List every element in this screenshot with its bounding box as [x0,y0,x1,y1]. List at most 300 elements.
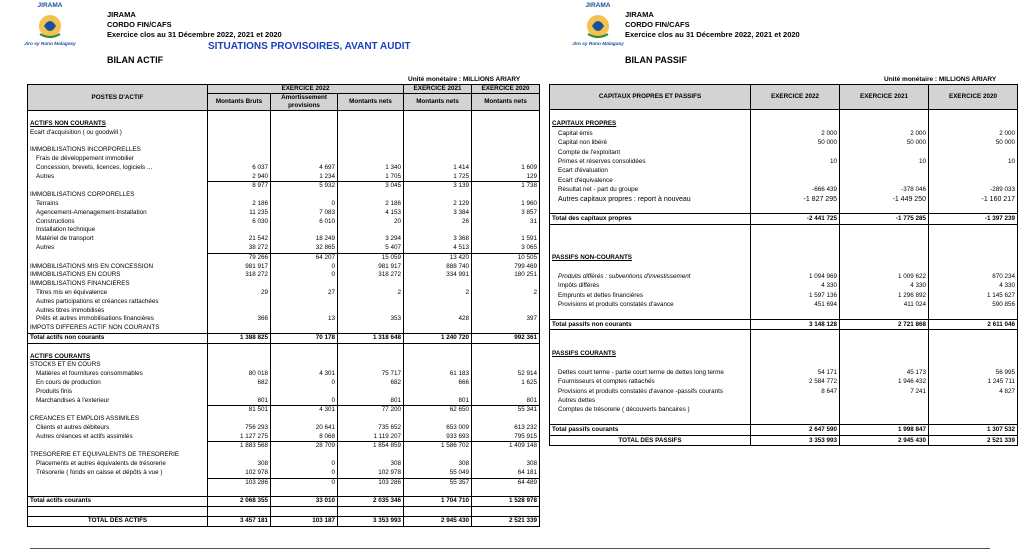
row-value: 411 024 [840,300,929,309]
row-value: 4 513 [404,244,472,253]
row-value: 1 960 [472,200,540,209]
row-value [271,111,338,120]
table-row [28,235,540,244]
table-row [28,209,540,218]
row-value: -378 046 [840,185,929,194]
period: Exercice clos au 31 Décembre 2022, 2021 et 2020 [107,30,282,39]
row-value [472,146,540,155]
row-value: 3 148 128 [751,319,840,329]
row-value: 992 361 [472,333,540,343]
table-row [550,300,1018,309]
row-value: 80 018 [208,370,271,379]
row-label: ACTIFS COURANTS [28,353,208,362]
row-value: 180 251 [472,271,540,280]
row-value [751,253,840,262]
row-label: Provisions et produits constatés d'avance -passifs courants [550,387,751,396]
row-value: 981 917 [208,263,271,272]
row-value [472,111,540,120]
table-row [550,234,1018,243]
row-value: 55 341 [472,406,540,415]
row-value [929,253,1018,262]
row-label [28,478,208,487]
table-row [28,263,540,272]
table-row [550,319,1018,329]
row-value: 79 266 [208,253,271,262]
row-label: Total passifs courants [550,425,751,435]
row-label: Fournisseurs et comptes rattachés [550,377,751,386]
row-value: 2 584 772 [751,377,840,386]
table-row [28,155,540,164]
row-value: 318 272 [208,271,271,280]
table-row [28,343,540,352]
row-label: Autres dettes [550,396,751,405]
row-value [271,120,338,129]
table-row [28,333,540,343]
table-row [550,415,1018,425]
row-value: 870 234 [929,272,1018,281]
table-row [28,388,540,397]
row-value [472,415,540,424]
row-value [208,280,271,289]
row-value [338,137,404,146]
row-value: 31 [472,218,540,227]
row-label: Titres mis en équivalence [28,289,208,298]
row-label [550,415,751,425]
row-value: 308 [338,460,404,469]
table-row [28,507,540,517]
row-value: 1 414 [404,164,472,173]
row-value [338,307,404,316]
row-value: 102 978 [208,469,271,478]
col-header-passif-posts: CAPITAUX PROPRES ET PASSIFS [550,85,751,110]
row-value: 3 353 993 [338,516,404,526]
row-value [208,343,271,352]
row-value: 3 857 [472,209,540,218]
row-value: 2 186 [338,200,404,209]
row-label [28,343,208,352]
row-value: 10 [929,157,1018,166]
row-value [338,129,404,138]
table-row [550,291,1018,300]
company-name: JIRAMA [107,10,136,19]
row-value [338,343,404,352]
row-value [929,166,1018,175]
row-value: 13 [271,315,338,324]
row-value [404,129,472,138]
row-label: Total actifs courants [28,497,208,507]
row-value: -1 449 250 [840,195,929,204]
row-label: Constructions [28,218,208,227]
table-row [28,253,540,262]
logo-brand: JIRAMA [585,2,611,9]
row-value [840,415,929,425]
row-value [472,137,540,146]
row-value [751,309,840,319]
row-value: 933 693 [404,433,472,442]
row-value: 2 521 339 [929,435,1018,445]
row-label [28,111,208,120]
row-value: 2 [338,289,404,298]
row-value: 0 [271,200,338,209]
row-value [404,388,472,397]
row-value [338,353,404,362]
row-value: 50 000 [929,138,1018,147]
row-label: Capital non libéré [550,138,751,147]
table-row [28,460,540,469]
table-row [28,280,540,289]
row-value [929,204,1018,214]
row-value: 1 409 148 [472,442,540,451]
row-value [271,343,338,352]
row-value [271,137,338,146]
row-label: Ecart d'équivalence [550,176,751,185]
table-row [550,368,1018,377]
row-value [751,110,840,120]
row-value: 64 207 [271,253,338,262]
table-row [28,218,540,227]
row-value [338,388,404,397]
row-value: 1 094 969 [751,272,840,281]
row-value [472,507,540,517]
row-value: 2 000 [840,129,929,138]
row-value: 1 625 [472,379,540,388]
col-header-passif-2021: EXERCICE 2021 [840,85,929,110]
row-label [28,406,208,415]
row-value: 801 [338,397,404,406]
passif-unit: Unité monétaire : MILLIONS ARIARY [884,76,997,83]
row-value [404,353,472,362]
table-row [550,110,1018,120]
row-value: 308 [208,460,271,469]
row-value: 981 917 [338,263,404,272]
row-label: Impôts différés [550,281,751,290]
row-value: 2 129 [404,200,472,209]
table-row [550,119,1018,128]
row-value [751,224,840,234]
table-row [28,315,540,324]
row-value: 1 234 [271,173,338,182]
row-value: 20 641 [271,424,338,433]
row-value [472,120,540,129]
row-value: 70 178 [271,333,338,343]
row-value [751,204,840,214]
col-header-ex2022: EXERCICE 2022 [208,85,404,94]
table-row [550,166,1018,175]
row-value: 50 000 [840,138,929,147]
row-value: -666 439 [751,185,840,194]
row-label: Marchandises à l'exterieur [28,397,208,406]
row-value [338,146,404,155]
row-value [338,155,404,164]
row-value: 799 469 [472,263,540,272]
table-row [550,405,1018,414]
row-value: 451 694 [751,300,840,309]
row-label: TOTAL DES ACTIFS [28,516,208,526]
row-value: 1 738 [472,182,540,191]
row-value [840,253,929,262]
row-value: 5 932 [271,182,338,191]
row-label: CAPITAUX PROPRES [550,119,751,128]
row-value [271,353,338,362]
row-value: 1 388 825 [208,333,271,343]
row-value [271,324,338,333]
row-label: Dettes court terme - partie court terme de dettes long terme [550,368,751,377]
row-value: 38 272 [208,244,271,253]
row-value: 102 978 [338,469,404,478]
row-value: 4 153 [338,209,404,218]
row-value [208,361,271,370]
row-value [929,176,1018,185]
table-row [550,262,1018,271]
row-value: 77 200 [338,406,404,415]
row-value [338,507,404,517]
row-label [550,330,751,340]
row-value [472,361,540,370]
passif-table [549,84,1018,446]
row-value: 61 183 [404,370,472,379]
row-value [404,226,472,235]
table-row [550,330,1018,340]
row-value: 8 068 [271,433,338,442]
row-label: Autres [28,244,208,253]
table-row [28,415,540,424]
row-value [840,148,929,157]
table-row [28,497,540,507]
row-value [208,226,271,235]
row-value: 1 705 [338,173,404,182]
row-value [929,244,1018,253]
row-value [404,146,472,155]
table-row [550,425,1018,435]
row-value: 2 611 046 [929,319,1018,329]
row-value [472,129,540,138]
table-row [28,478,540,487]
table-row [28,469,540,478]
row-label: Frais de développement immobilier [28,155,208,164]
row-value [929,330,1018,340]
row-value [338,191,404,200]
row-value: -1 827 295 [751,195,840,204]
row-value: 62 650 [404,406,472,415]
row-label: TOTAL DES PASSIFS [550,435,751,445]
row-value [208,146,271,155]
row-value [751,244,840,253]
row-value: 0 [271,478,338,487]
row-value [208,120,271,129]
row-value: 1 725 [404,173,472,182]
table-row [550,176,1018,185]
row-value [404,487,472,496]
row-value: 590 856 [929,300,1018,309]
row-label: Autres titres immobilisés [28,307,208,316]
table-row [28,120,540,129]
row-label [28,182,208,191]
row-value: 103 286 [338,478,404,487]
row-value [404,451,472,460]
row-value [271,388,338,397]
table-row [550,253,1018,262]
row-value: 2 [472,289,540,298]
row-value: 0 [271,460,338,469]
col-header-ex2020: EXERCICE 2020 [472,85,540,94]
row-value [271,361,338,370]
row-value [472,280,540,289]
jirama-logo [18,4,82,52]
row-value [751,119,840,128]
row-value [208,137,271,146]
table-row [28,324,540,333]
row-label [550,224,751,234]
row-value: 1 597 136 [751,291,840,300]
row-value [751,349,840,358]
row-value: 75 717 [338,370,404,379]
row-value: 52 914 [472,370,540,379]
row-value [472,226,540,235]
table-row [550,358,1018,367]
row-label: Matières et fournitures consommables [28,370,208,379]
table-row [28,516,540,526]
table-row [28,487,540,496]
row-value [840,166,929,175]
row-value: 801 [404,397,472,406]
row-value [929,234,1018,243]
row-value: 3 368 [404,235,472,244]
row-value: 4 697 [271,164,338,173]
row-value: 32 865 [271,244,338,253]
row-value: 2 721 868 [840,319,929,329]
page-divider [30,548,990,549]
table-row [28,451,540,460]
row-label: IMMOBILISATIONS EN COURS [28,271,208,280]
row-value [840,234,929,243]
row-value [271,226,338,235]
row-value [404,361,472,370]
row-value: 3 353 993 [751,435,840,445]
row-value [271,415,338,424]
row-label [550,358,751,367]
row-value: 1 009 622 [840,272,929,281]
row-value [840,119,929,128]
row-value [840,110,929,120]
row-value [271,280,338,289]
row-value: 1 307 532 [929,425,1018,435]
table-row [28,307,540,316]
row-value: 795 915 [472,433,540,442]
row-label: Résultat net - part du groupe [550,185,751,194]
row-value [208,307,271,316]
table-row [28,370,540,379]
table-row [550,138,1018,147]
table-row [550,195,1018,204]
row-value [840,340,929,349]
row-value: 1 240 720 [404,333,472,343]
table-row [28,129,540,138]
row-label: CREANCES ET EMPLOIS ASSIMILES [28,415,208,424]
row-value: 29 [208,289,271,298]
row-value: 28 709 [271,442,338,451]
table-row [28,424,540,433]
row-label: Prêts et autres immobilisations financières [28,315,208,324]
col-header-posts: POSTES D'ACTIF [28,85,208,111]
row-value: 682 [338,379,404,388]
row-value [840,358,929,367]
row-value: 8 647 [751,387,840,396]
table-row [550,309,1018,319]
col-header-amort: Amortissement provisions [271,94,338,111]
row-value: 0 [271,271,338,280]
table-row [28,226,540,235]
table-row [28,137,540,146]
row-value [338,120,404,129]
table-row [28,111,540,120]
row-value: 33 010 [271,497,338,507]
row-label: IMMOBILISATIONS INCORPORELLES [28,146,208,155]
row-value: 1 528 978 [472,497,540,507]
row-value [338,487,404,496]
row-value: -1 397 239 [929,214,1018,224]
row-value [472,487,540,496]
row-value: 10 [840,157,929,166]
row-value: 64 489 [472,478,540,487]
row-label: Autres [28,173,208,182]
row-value: 4 330 [840,281,929,290]
row-value [840,330,929,340]
department: CORDO FIN/CAFS [625,20,690,29]
row-value: 129 [472,173,540,182]
row-label: Matériel de transport [28,235,208,244]
row-value: 45 173 [840,368,929,377]
row-value: 3 457 181 [208,516,271,526]
row-value [404,298,472,307]
table-row [28,298,540,307]
row-value [929,349,1018,358]
row-value [751,234,840,243]
row-value [404,137,472,146]
row-label: En cours de production [28,379,208,388]
row-label: Concession, brevets, licences, logiciels ... [28,164,208,173]
row-value: 6 010 [271,218,338,227]
row-label: Autres créances et actifs assimilés [28,433,208,442]
jirama-logo [566,4,630,52]
row-label: Produits différés : subventions d'investissement [550,272,751,281]
row-label: Installation technique [28,226,208,235]
row-value [929,405,1018,414]
row-value [404,307,472,316]
logo-brand: JIRAMA [37,2,63,9]
period: Exercice clos au 31 Décembre 2022, 2021 et 2020 [625,30,800,39]
row-label [550,262,751,271]
row-label: Provisions et produits constatés d'avance [550,300,751,309]
row-value [751,262,840,271]
row-value [472,451,540,460]
row-value [840,309,929,319]
logo-tagline: Jiro sy Rano Malagasy [572,42,624,47]
row-value [929,148,1018,157]
row-value [751,166,840,175]
table-row [550,204,1018,214]
actif-body [28,111,540,527]
row-value [840,396,929,405]
row-value [404,415,472,424]
row-value: 103 187 [271,516,338,526]
row-value: 2 521 339 [472,516,540,526]
row-value: 1 119 207 [338,433,404,442]
row-value: 8 977 [208,182,271,191]
row-value: 1 854 859 [338,442,404,451]
row-value [472,298,540,307]
row-label [550,309,751,319]
row-value: 103 286 [208,478,271,487]
